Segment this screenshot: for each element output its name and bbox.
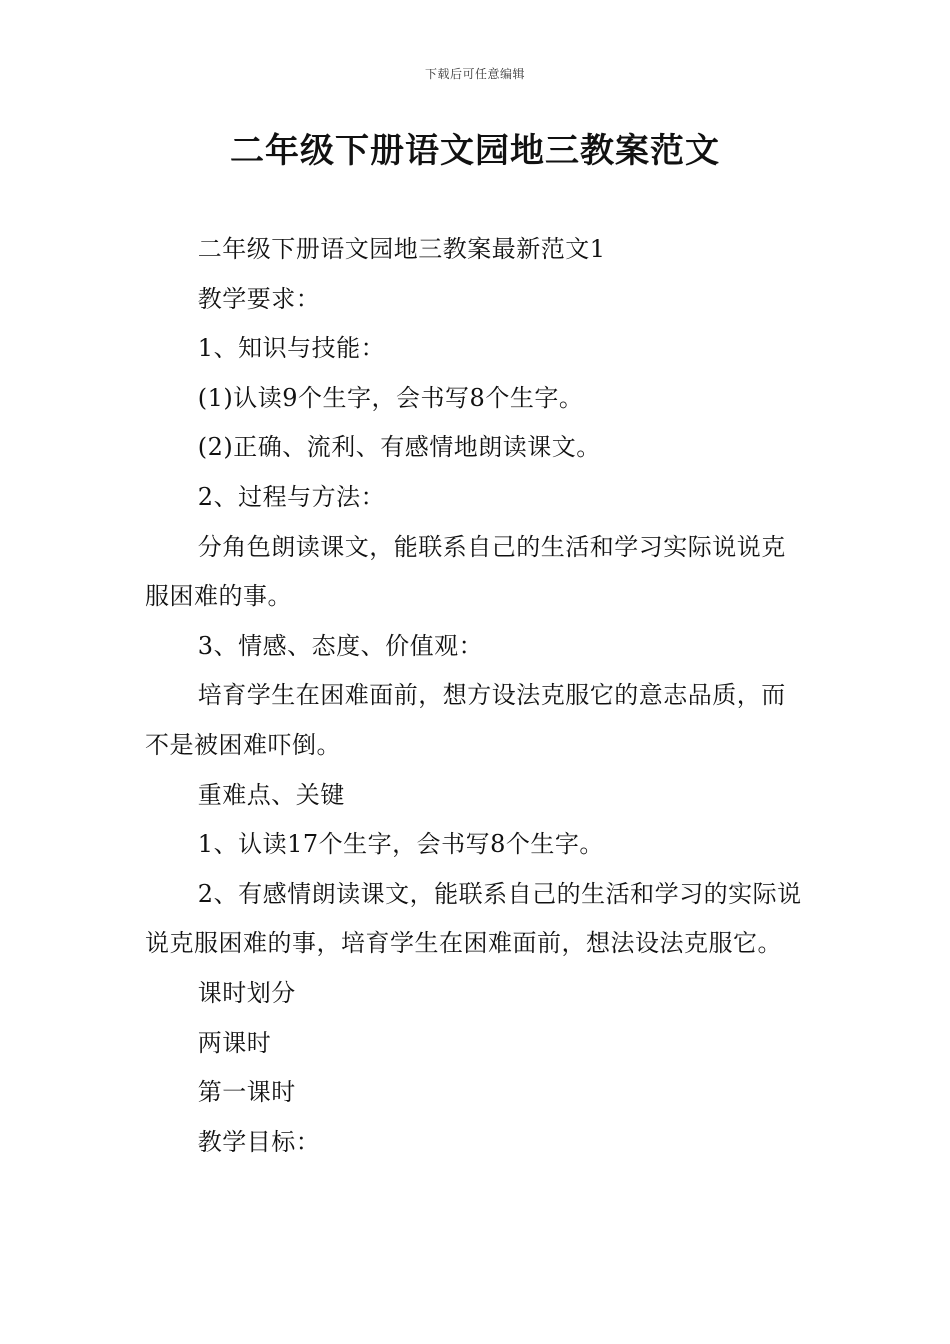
- list-item: (2)正确、流利、有感情地朗读课文。: [197, 433, 601, 462]
- section-heading: 重难点、关键: [197, 780, 345, 809]
- subtitle-paragraph: 二年级下册语文园地三教案最新范文1: [197, 235, 606, 263]
- section-heading: 第一课时: [197, 1078, 296, 1107]
- list-item: 2、过程与方法：: [197, 482, 386, 511]
- section-heading: 教学要求：: [197, 284, 321, 313]
- section-heading: 课时划分: [197, 978, 296, 1007]
- list-item: 3、情感、态度、价值观：: [197, 631, 484, 660]
- list-item: (1)认读9个生字，会书写8个生字。: [197, 383, 584, 412]
- header-note: 下载后可任意编辑: [424, 67, 525, 81]
- document-title: 二年级下册语文园地三教案范文: [230, 131, 720, 171]
- document-body: [145, 225, 808, 1167]
- body-paragraph: 分角色朗读课文，能联系自己的生活和学习实际说说克服困难的事。: [145, 532, 786, 611]
- section-heading: 教学目标：: [197, 1127, 321, 1156]
- body-paragraph: 培育学生在困难面前，想方设法克服它的意志品质，而不是被困难吓倒。: [145, 681, 786, 759]
- list-item: 2、有感情朗读课文，能联系自己的生活和学习的实际说说克服困难的事，培育学生在困难面前，想法设法克服它。: [145, 879, 802, 958]
- body-paragraph: 两课时: [197, 1028, 272, 1057]
- list-item: 1、认读17个生字，会书写8个生字。: [197, 830, 604, 859]
- list-item: 1、知识与技能：: [197, 334, 386, 363]
